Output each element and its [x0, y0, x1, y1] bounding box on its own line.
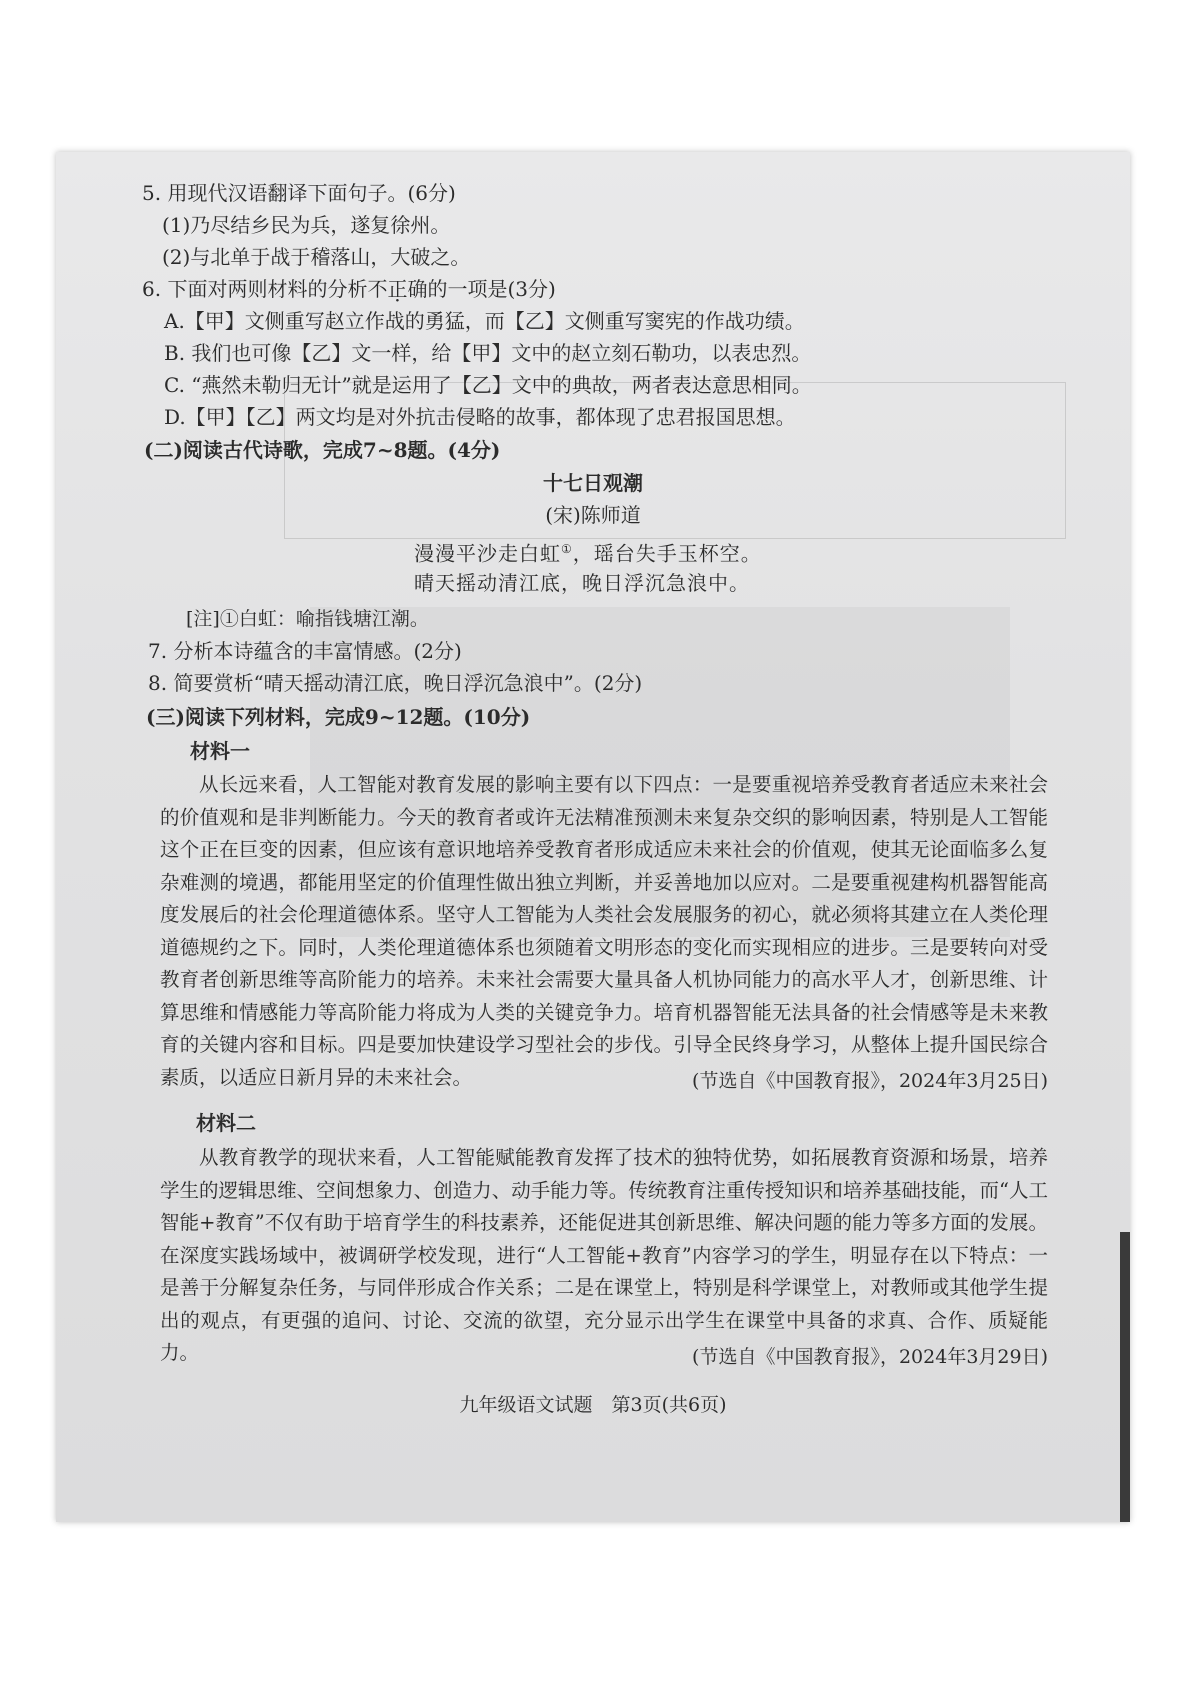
q5-sentence-2: (2)与北单于战于稽落山，大破之。 [162, 245, 471, 269]
material-1-title: 材料一 [190, 739, 250, 763]
material-1-source: (节选自《中国教育报》，2024年3月25日) [692, 1070, 1048, 1092]
material-2-text: 从教育教学的现状来看，人工智能赋能教育发挥了技术的独特优势，如拓展教育资源和场景，培养学生的逻辑思维、空间想象力、创造力、动手能力等。传统教育注重传授知识和培养基础技能，而“人工智能+教育”不仅有助于培育学生的科技素养，还能促进其创新思维、解决问题的能力等多方面的发展。在深度实践场域中，被调研学校发现，进行“人工智能+教育”内容学习的学生，明显存在以下特点：一是善于分解复杂任务，与同伴形成合作关系；二是在课堂上，特别是科学课堂上，对教师或其他学生提出的观点，有更强的追问、讨论、交流的欲望，充分显示出学生在课堂中具备的求真、合作、质疑能力。 [160, 1146, 1048, 1364]
poem-line-1a: 漫漫平沙走白虹 [414, 541, 561, 566]
poem-line-2: 晴天摇动清江底，晚日浮沉急浪中。 [414, 571, 750, 595]
poem-title: 十七日观潮 [543, 471, 643, 495]
section3-heading: (三)阅读下列材料，完成9~12题。(10分) [146, 705, 531, 729]
section2-heading: (二)阅读古代诗歌，完成7~8题。(4分) [144, 438, 501, 462]
poem-line-1 [414, 536, 762, 567]
q8: 8. 简要赏析“晴天摇动清江底，晚日浮沉急浪中”。(2分) [148, 671, 643, 695]
q6-stem-pre: 6. 下面对两则材料的分析 [142, 277, 368, 301]
q5-stem: 5. 用现代汉语翻译下面句子。(6分) [142, 181, 456, 205]
q7: 7. 分析本诗蕴含的丰富情感。(2分) [148, 639, 462, 663]
poem-line-1b: ，瑶台失手玉杯空。 [572, 541, 762, 566]
q6-option-d: D.【甲】【乙】两文均是对外抗击侵略的故事，都体现了忠君报国思想。 [164, 405, 796, 429]
q6-stem-post: 的一项是(3分) [427, 277, 556, 301]
material-2-source: (节选自《中国教育报》，2024年3月29日) [692, 1346, 1048, 1368]
poem-note: [注]①白虹：喻指钱塘江潮。 [186, 608, 429, 630]
note-marker: ① [561, 542, 573, 556]
q6-option-c: C. “燕然未勒归无计”就是运用了【乙】文中的典故，两者表达意思相同。 [164, 373, 812, 397]
q6-option-a: A.【甲】文侧重写赵立作战的勇猛，而【乙】文侧重写窦宪的作战功绩。 [164, 309, 805, 333]
page-footer: 九年级语文试题 第3页(共6页) [459, 1394, 727, 1416]
q6-stem-emphasis: 不正确 [367, 277, 428, 301]
page-content [56, 152, 1130, 1522]
material-2-title: 材料二 [196, 1111, 256, 1135]
q6-stem [142, 276, 556, 302]
q5-sentence-1: (1)乃尽结乡民为兵，遂复徐州。 [162, 213, 451, 237]
material-1-text: 从长远来看，人工智能对教育发展的影响主要有以下四点：一是要重视培养受教育者适应未来社会的价值观和是非判断能力。今天的教育者或许无法精准预测未来复杂交织的影响因素，特别是人工智能这个正在巨变的因素，但应该有意识地培养受教育者形成适应未来社会的价值观，使其无论面临多么复杂难测的境遇，都能用坚定的价值理性做出独立判断，并妥善地加以应对。二是要重视建构机器智能高度发展后的社会伦理道德体系。坚守人工智能为人类社会发展服务的初心，就必须将其建立在人类伦理道德规约之下。同时，人类伦理道德体系也须随着文明形态的变化而实现相应的进步。三是要转向对受教育者创新思维等高阶能力的培养。未来社会需要大量具备人机协同能力的高水平人才，创新思维、计算思维和情感能力等高阶能力将成为人类的关键竞争力。培育机器智能无法具备的社会情感等是未来教育的关键内容和目标。四是要加快建设学习型社会的步伐。引导全民终身学习，从整体上提升国民综合素质，以适应日新月异的未来社会。 [160, 773, 1048, 1089]
poem-author: (宋)陈师道 [545, 503, 641, 527]
q6-option-b: B. 我们也可像【乙】文一样，给【甲】文中的赵立刻石勒功，以表忠烈。 [164, 341, 812, 365]
exam-paper [56, 152, 1130, 1522]
